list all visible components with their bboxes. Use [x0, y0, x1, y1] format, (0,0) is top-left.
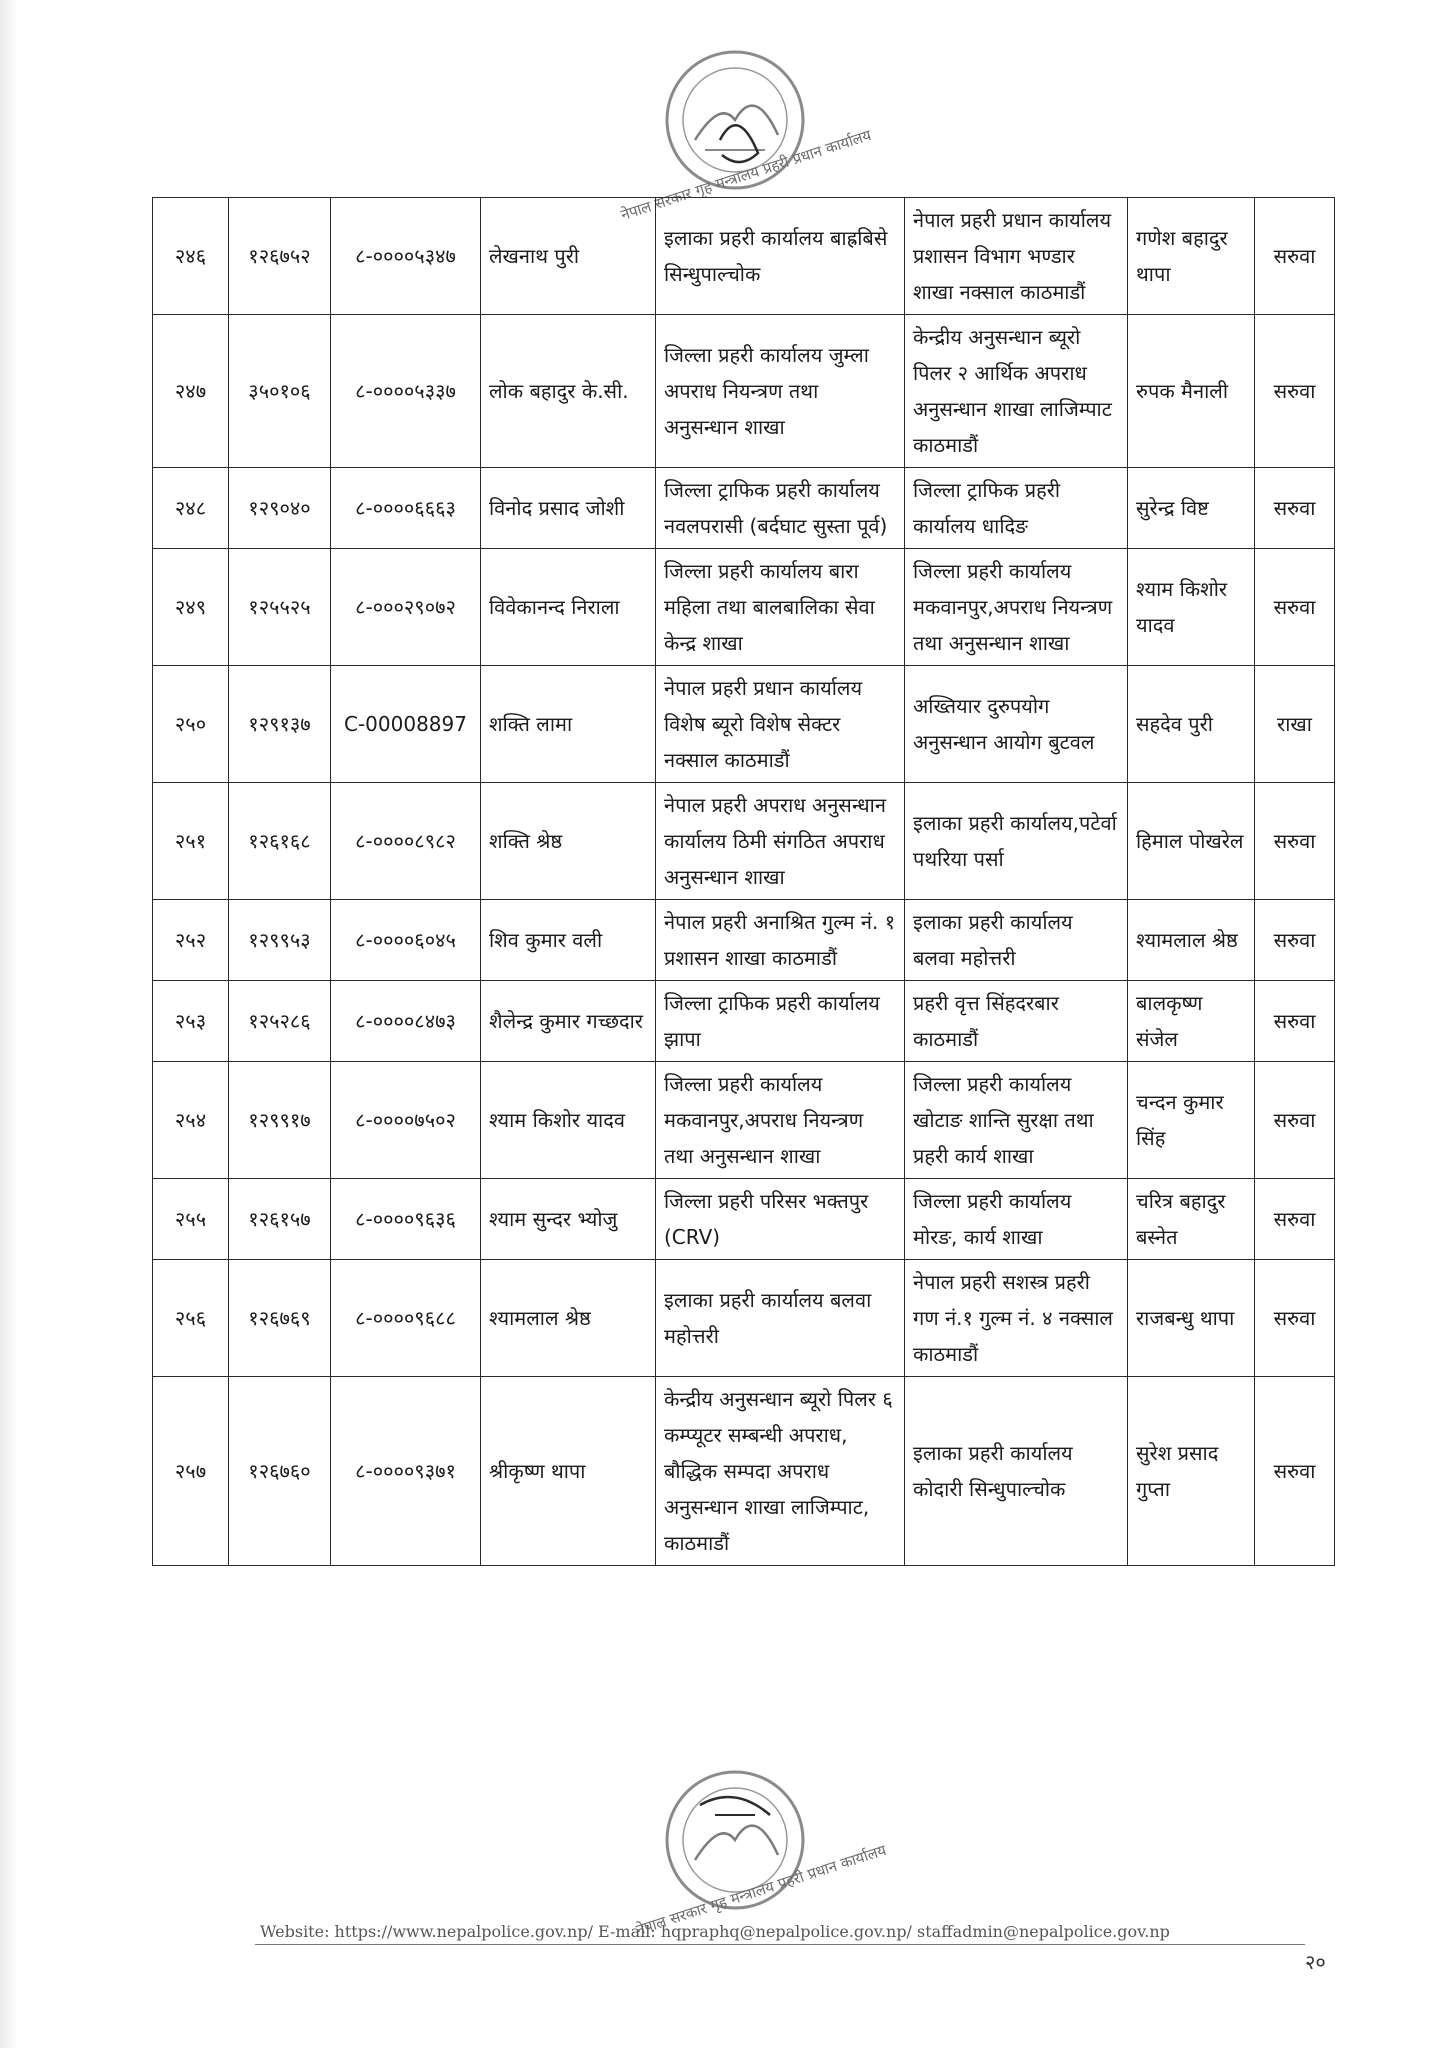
new-office: नेपाल प्रहरी सशस्त्र प्रहरी गण नं.१ गुल्म नं. ४ नक्साल काठमाडौं [905, 1260, 1128, 1377]
employee-id: ३५०१०६ [229, 315, 331, 468]
code-number: ८-००००५३४७ [331, 198, 481, 315]
table-row [153, 549, 1335, 666]
employee-id: १२५२८६ [229, 981, 331, 1062]
page-number: २० [1305, 1950, 1326, 1974]
serial-number: २५२ [153, 900, 229, 981]
approver-name: चन्दन कुमार सिंह [1128, 1062, 1255, 1179]
current-office: नेपाल प्रहरी अपराध अनुसन्धान कार्यालय ठिमी संगठित अपराध अनुसन्धान शाखा [656, 783, 905, 900]
serial-number: २४८ [153, 468, 229, 549]
approver-name: सुरेश प्रसाद गुप्ता [1128, 1377, 1255, 1566]
new-office: प्रहरी वृत्त सिंहदरबार काठमाडौं [905, 981, 1128, 1062]
approver-name: चरित्र बहादुर बस्नेत [1128, 1179, 1255, 1260]
employee-id: १२५५२५ [229, 549, 331, 666]
code-number: ८-००००९६३६ [331, 1179, 481, 1260]
action-type: राखा [1255, 666, 1335, 783]
new-office: इलाका प्रहरी कार्यालय बलवा महोत्तरी [905, 900, 1128, 981]
officer-name: लोक बहादुर के.सी. [481, 315, 656, 468]
approver-name: सहदेव पुरी [1128, 666, 1255, 783]
code-number: ८-००००७५०२ [331, 1062, 481, 1179]
current-office: जिल्ला प्रहरी परिसर भक्तपुर (CRV) [656, 1179, 905, 1260]
employee-id: १२९९१७ [229, 1062, 331, 1179]
action-type: सरुवा [1255, 1377, 1335, 1566]
code-number: ८-००००५३३७ [331, 315, 481, 468]
serial-number: २४७ [153, 315, 229, 468]
employee-id: १२६७६० [229, 1377, 331, 1566]
table-row [153, 900, 1335, 981]
current-office: नेपाल प्रहरी प्रधान कार्यालय विशेष ब्यूरो विशेष सेक्टर नक्साल काठमाडौं [656, 666, 905, 783]
transfer-table [152, 197, 1335, 1566]
current-office: जिल्ला ट्राफिक प्रहरी कार्यालय झापा [656, 981, 905, 1062]
officer-name: शिव कुमार वली [481, 900, 656, 981]
current-office: जिल्ला प्रहरी कार्यालय बारा महिला तथा बालबालिका सेवा केन्द्र शाखा [656, 549, 905, 666]
table-row [153, 1377, 1335, 1566]
seal-caption-bottom: नेपाल सरकार गृह मन्त्रालय प्रहरी प्रधान कार्यालय [633, 1840, 889, 1940]
table-row [153, 783, 1335, 900]
current-office: जिल्ला प्रहरी कार्यालय मकवानपुर,अपराध नियन्त्रण तथा अनुसन्धान शाखा [656, 1062, 905, 1179]
approver-name: श्याम किशोर यादव [1128, 549, 1255, 666]
approver-name: हिमाल पोखरेल [1128, 783, 1255, 900]
employee-id: १२६७५२ [229, 198, 331, 315]
current-office: केन्द्रीय अनुसन्धान ब्यूरो पिलर ६ कम्प्यूटर सम्बन्धी अपराध, बौद्धिक सम्पदा अपराध अनुसन्धान शाखा लाजिम्पाट, काठमाडौं [656, 1377, 905, 1566]
officer-name: श्याम सुन्दर भ्योजु [481, 1179, 656, 1260]
current-office: जिल्ला ट्राफिक प्रहरी कार्यालय नवलपरासी (बर्दघाट सुस्ता पूर्व) [656, 468, 905, 549]
action-type: सरुवा [1255, 1062, 1335, 1179]
new-office: इलाका प्रहरी कार्यालय,पटेर्वा पथरिया पर्सा [905, 783, 1128, 900]
action-type: सरुवा [1255, 783, 1335, 900]
approver-name: सुरेन्द्र विष्ट [1128, 468, 1255, 549]
officer-name: शक्ति श्रेष्ठ [481, 783, 656, 900]
approver-name: गणेश बहादुर थापा [1128, 198, 1255, 315]
code-number: ८-००००६६६३ [331, 468, 481, 549]
new-office: जिल्ला ट्राफिक प्रहरी कार्यालय धादिङ [905, 468, 1128, 549]
current-office: जिल्ला प्रहरी कार्यालय जुम्ला अपराध नियन्त्रण तथा अनुसन्धान शाखा [656, 315, 905, 468]
current-office: इलाका प्रहरी कार्यालय बाह्रबिसे सिन्धुपाल्चोक [656, 198, 905, 315]
table-row [153, 198, 1335, 315]
table-row [153, 666, 1335, 783]
new-office: केन्द्रीय अनुसन्धान ब्यूरो पिलर २ आर्थिक अपराध अनुसन्धान शाखा लाजिम्पाट काठमाडौं [905, 315, 1128, 468]
new-office: इलाका प्रहरी कार्यालय कोदारी सिन्धुपाल्चोक [905, 1377, 1128, 1566]
table-row [153, 1179, 1335, 1260]
approver-name: राजबन्धु थापा [1128, 1260, 1255, 1377]
approver-name: रुपक मैनाली [1128, 315, 1255, 468]
action-type: सरुवा [1255, 981, 1335, 1062]
current-office: नेपाल प्रहरी अनाश्रित गुल्म नं. १ प्रशासन शाखा काठमाडौं [656, 900, 905, 981]
code-number: ८-००००९३७१ [331, 1377, 481, 1566]
serial-number: २५६ [153, 1260, 229, 1377]
scan-edge-shadow [0, 0, 18, 2048]
action-type: सरुवा [1255, 198, 1335, 315]
table-row [153, 468, 1335, 549]
new-office: अख्तियार दुरुपयोग अनुसन्धान आयोग बुटवल [905, 666, 1128, 783]
new-office: नेपाल प्रहरी प्रधान कार्यालय प्रशासन विभाग भण्डार शाखा नक्साल काठमाडौं [905, 198, 1128, 315]
officer-name: श्यामलाल श्रेष्ठ [481, 1260, 656, 1377]
table-row [153, 315, 1335, 468]
serial-number: २५० [153, 666, 229, 783]
employee-id: १२९१३७ [229, 666, 331, 783]
officer-name: शैलेन्द्र कुमार गच्छदार [481, 981, 656, 1062]
officer-name: श्रीकृष्ण थापा [481, 1377, 656, 1566]
serial-number: २५३ [153, 981, 229, 1062]
serial-number: २५१ [153, 783, 229, 900]
officer-name: शक्ति लामा [481, 666, 656, 783]
code-number: ८-००००८४७३ [331, 981, 481, 1062]
serial-number: २४९ [153, 549, 229, 666]
current-office: इलाका प्रहरी कार्यालय बलवा महोत्तरी [656, 1260, 905, 1377]
serial-number: २५४ [153, 1062, 229, 1179]
employee-id: १२६७६९ [229, 1260, 331, 1377]
employee-id: १२६१५७ [229, 1179, 331, 1260]
action-type: सरुवा [1255, 468, 1335, 549]
action-type: सरुवा [1255, 549, 1335, 666]
seal-caption-top: नेपाल सरकार गृह मन्त्रालय प्रहरी प्रधान कार्यालय [618, 125, 874, 225]
new-office: जिल्ला प्रहरी कार्यालय खोटाङ शान्ति सुरक्षा तथा प्रहरी कार्य शाखा [905, 1062, 1128, 1179]
code-number: ८-००००९६८८ [331, 1260, 481, 1377]
new-office: जिल्ला प्रहरी कार्यालय मकवानपुर,अपराध नियन्त्रण तथा अनुसन्धान शाखा [905, 549, 1128, 666]
approver-name: श्यामलाल श्रेष्ठ [1128, 900, 1255, 981]
action-type: सरुवा [1255, 1179, 1335, 1260]
footer-rule [255, 1944, 1305, 1945]
serial-number: २४६ [153, 198, 229, 315]
officer-name: लेखनाथ पुरी [481, 198, 656, 315]
serial-number: २५७ [153, 1377, 229, 1566]
officer-name: विवेकानन्द निराला [481, 549, 656, 666]
new-office: जिल्ला प्रहरी कार्यालय मोरङ, कार्य शाखा [905, 1179, 1128, 1260]
employee-id: १२९०४० [229, 468, 331, 549]
table-row [153, 981, 1335, 1062]
code-number: ८-००००६०४५ [331, 900, 481, 981]
footer-contact: Website: https://www.nepalpolice.gov.np/ E-mail: hqpraphq@nepalpolice.gov.np/ staffadmin@nepalpolice.gov.np [260, 1922, 1170, 1941]
code-number: ८-००००८९८२ [331, 783, 481, 900]
employee-id: १२६१६८ [229, 783, 331, 900]
officer-name: विनोद प्रसाद जोशी [481, 468, 656, 549]
transfer-rows [153, 198, 1335, 1566]
officer-name: श्याम किशोर यादव [481, 1062, 656, 1179]
approver-name: बालकृष्ण संजेल [1128, 981, 1255, 1062]
code-number: C-00008897 [331, 666, 481, 783]
serial-number: २५५ [153, 1179, 229, 1260]
action-type: सरुवा [1255, 1260, 1335, 1377]
table-row [153, 1260, 1335, 1377]
action-type: सरुवा [1255, 900, 1335, 981]
table-row [153, 1062, 1335, 1179]
employee-id: १२९९५३ [229, 900, 331, 981]
action-type: सरुवा [1255, 315, 1335, 468]
code-number: ८-०००२९०७२ [331, 549, 481, 666]
